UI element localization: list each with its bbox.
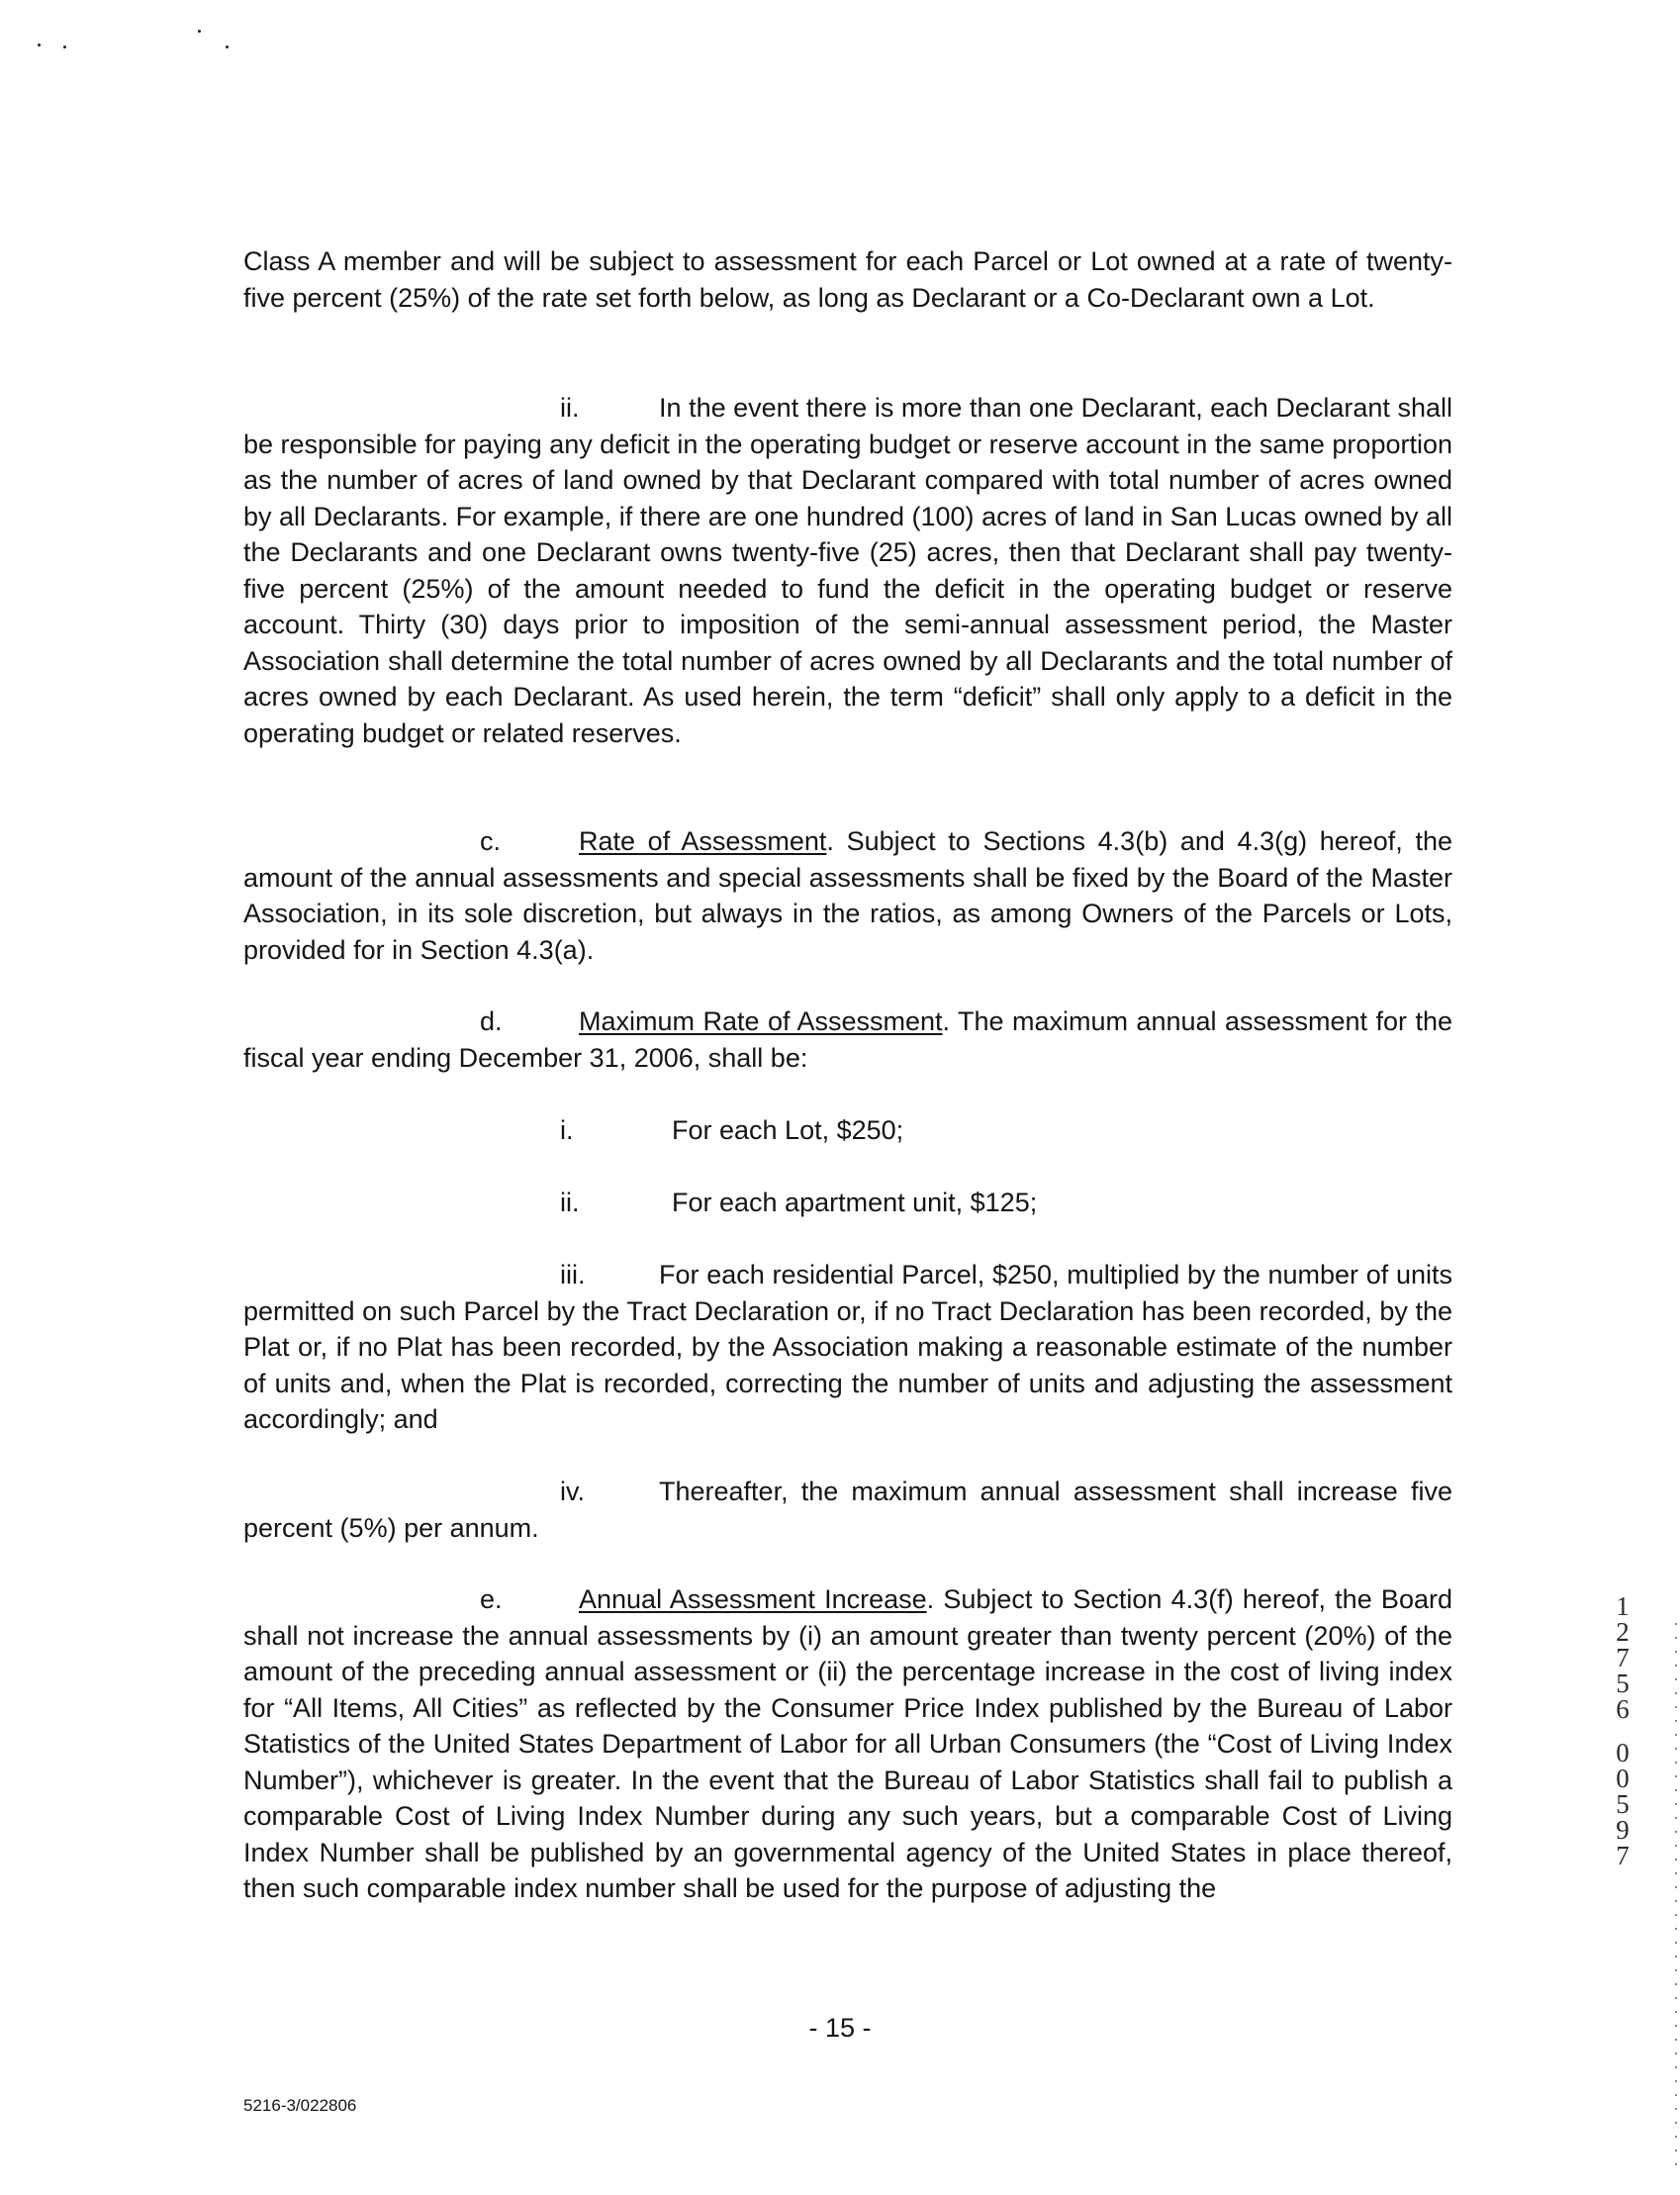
paragraph-c-label: c.	[480, 826, 502, 856]
recording-digit: 7	[1616, 1643, 1630, 1672]
paragraph-d-text: . The maximum annual assessment for the fiscal year ending December 31, 2006, shall be:	[243, 1006, 1452, 1073]
scan-edge-marks	[1675, 1623, 1677, 2177]
scan-speck	[38, 44, 41, 47]
paragraph-e-text: . Subject to Section 4.3(f) hereof, the Board shall not increase the annual assessments by (i) an amount greater than twenty percent (20%) of the amount of the preceding annual assessment or (ii) the percentage increase in the cost of living index for “All Items, All Cities” as reflected by the Consumer Price Index published by the Bureau of Labor Statistics of the United States Department of Labor for all Urban Consumers (the “Cost of Living Index Number”), whichever is greater. In the event that the Bureau of Labor Statistics shall fail to publish a comparable Cost of Living Index Number during any such years, but a comparable Cost of Living Index Number shall be published by an governmental agency of the United States in place thereof, then such comparable index number shall be used for the purpose of adjusting the	[243, 1584, 1452, 1903]
recording-digit: 7	[1616, 1841, 1630, 1870]
recording-digit: 9	[1616, 1815, 1630, 1845]
paragraph-e-label: e.	[480, 1584, 503, 1614]
paragraph-c	[243, 823, 1452, 968]
scan-speck	[226, 46, 229, 48]
list-item-i: i. For each Lot, $250;	[560, 1115, 904, 1145]
recording-digit: 0	[1616, 1764, 1630, 1793]
paragraph-intro: Class A member and will be subject to assessment for each Parcel or Lot owned at a rate of twenty-five percent (25%) of the rate set forth below, as long as Declarant or a Co-Declarant own a Lot.	[243, 246, 1452, 313]
paragraph-e	[243, 1581, 1452, 1907]
paragraph-ii	[243, 390, 1452, 751]
paragraph-c-heading: Rate of Assessment	[579, 826, 827, 856]
paragraph-d	[243, 1003, 1452, 1076]
recording-digit: 2	[1616, 1617, 1630, 1647]
paragraph-ii-text: In the event there is more than one Declarant, each Declarant shall be responsible for paying any deficit in the operating budget or reserve account in the same proportion as the number of acres of land owned by that Declarant compared with total number of acres owned by all Declarants. For example, if there are one hundred (100) acres of land in San Lucas owned by all the Declarants and one Declarant owns twenty-five (25) acres, then that Declarant shall pay twenty-five percent (25%) of the amount needed to fund the deficit in the operating budget or reserve account. Thirty (30) days prior to imposition of the semi-annual assessment period, the Master Association shall determine the total number of acres owned by all Declarants and the total number of acres owned by each Declarant. As used herein, the term “deficit” shall only apply to a deficit in the operating budget or related reserves.	[243, 393, 1452, 748]
document-code: 5216-3/022806	[243, 2096, 357, 2115]
paragraph-c-text: . Subject to Sections 4.3(b) and 4.3(g) hereof, the amount of the annual assessments and special assessments shall be fixed by the Board of the Master Association, in its sole discretion, but always in the ratios, as among Owners of the Parcels or Lots, provided for in Section 4.3(a).	[243, 826, 1452, 965]
recording-digit: 5	[1616, 1669, 1630, 1698]
recording-digit: 1	[1616, 1591, 1630, 1621]
list-item-ii: ii. For each apartment unit, $125;	[560, 1188, 1038, 1217]
paragraph-ii-label: ii.	[560, 393, 580, 423]
scan-speck	[198, 30, 201, 33]
list-item-iii: iii. For each residential Parcel, $250, multiplied by the number of units permitted on such Parcel by the Tract Declaration or, if no Tract Declaration has been recorded, by the Plat or, if no Plat has been recorded, by the Association making a reasonable estimate of the number of units and, when the Plat is recorded, correcting the number of units and adjusting the assessment accordingly; and	[243, 1260, 1452, 1434]
recording-digit: 0	[1616, 1738, 1630, 1767]
paragraph-e-heading: Annual Assessment Increase	[579, 1584, 927, 1614]
paragraph-d-heading: Maximum Rate of Assessment	[579, 1006, 943, 1036]
recording-digit: 5	[1616, 1789, 1630, 1819]
scan-speck	[63, 46, 66, 48]
recording-number-vertical	[1608, 1593, 1637, 1868]
recording-digit: 6	[1616, 1694, 1630, 1724]
list-item-iv: iv. Thereafter, the maximum annual assessment shall increase five percent (5%) per annum.	[243, 1477, 1452, 1543]
page-number: - 15 -	[808, 2013, 872, 2043]
paragraph-d-label: d.	[480, 1006, 503, 1036]
